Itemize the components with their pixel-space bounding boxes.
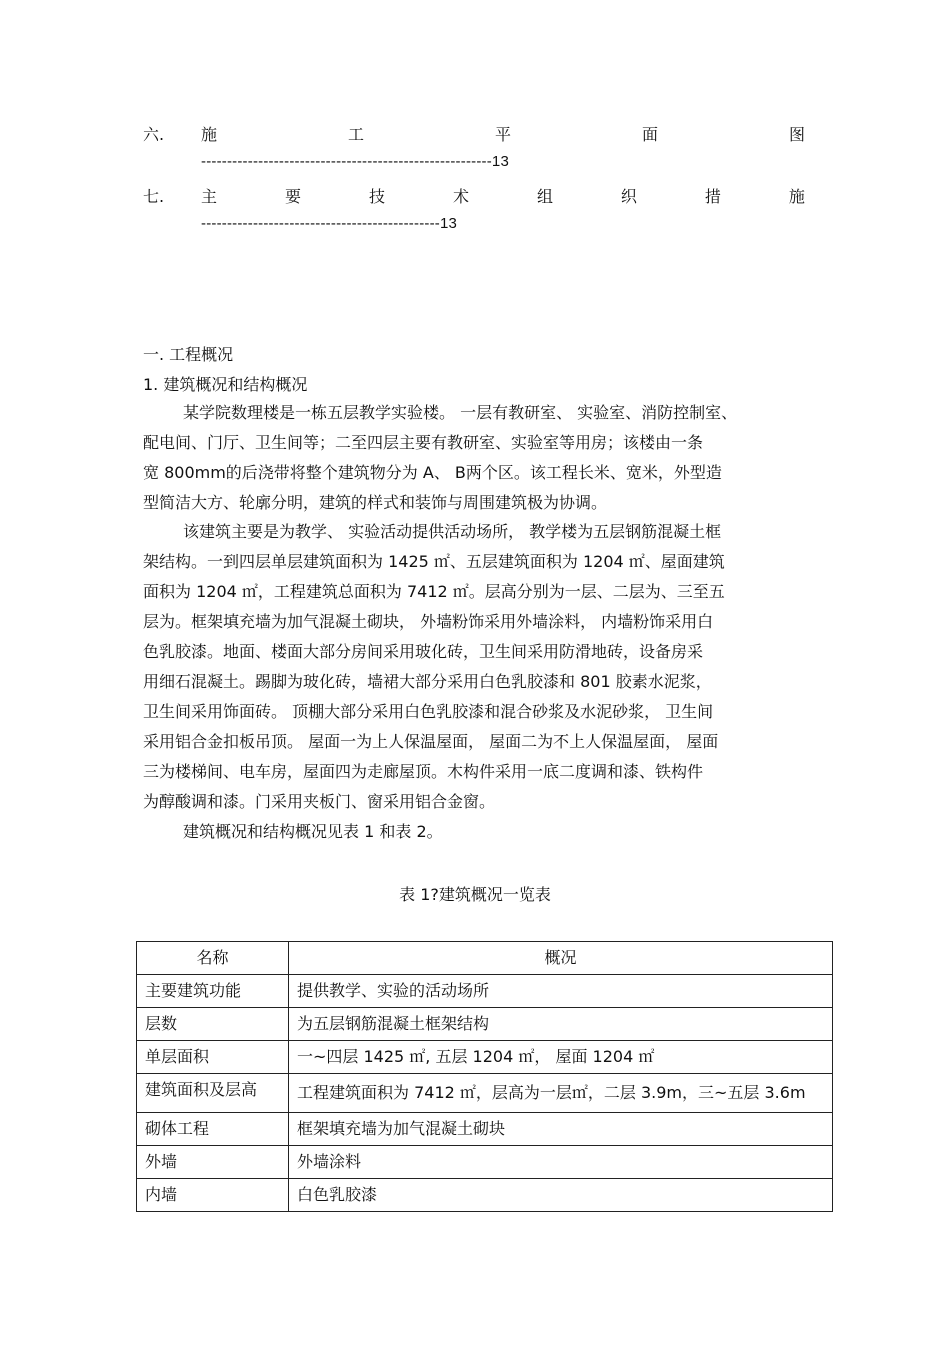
- text-line: 型简洁大方、轮廓分明，建筑的样式和装饰与周围建筑极为协调。: [143, 493, 608, 512]
- header-cell-overview: 概况: [289, 942, 833, 975]
- table-cell-name: 主要建筑功能: [137, 975, 289, 1008]
- toc-title-char: 技: [368, 187, 385, 206]
- text-line: 宽 800mm的后浇带将整个建筑物分为 A、 B两个区。该工程长米、宽米，外型造: [143, 463, 722, 482]
- table-row: [137, 975, 833, 1008]
- text-line: 层为。框架填充墙为加气混凝土砌块， 外墙粉饰采用外墙涂料， 内墙粉饰采用白: [143, 612, 714, 631]
- table-cell-name: 内墙: [137, 1179, 289, 1212]
- text-line: 卫生间采用饰面砖。 顶棚大部分采用白色乳胶漆和混合砂浆及水泥砂浆， 卫生间: [143, 702, 714, 721]
- text-line: 建筑概况和结构概况见表 1 和表 2。: [183, 822, 443, 841]
- toc-title-char: 施: [788, 187, 805, 206]
- toc-title-char: 施: [201, 125, 218, 144]
- table-cell-value: 提供教学、实验的活动场所: [289, 975, 833, 1008]
- toc-title-char: 术: [452, 187, 469, 206]
- table-row: [137, 1074, 833, 1113]
- table-cell-value: 外墙涂料: [289, 1146, 833, 1179]
- toc-entry-number: 六.: [143, 125, 165, 144]
- text-line: 配电间、门厅、卫生间等；二至四层主要有教研室、实验室等用房；该楼由一条: [143, 433, 704, 452]
- table-cell-name: 砌体工程: [137, 1113, 289, 1146]
- table-cell-value: 一~四层 1425 ㎡, 五层 1204 ㎡， 屋面 1204 ㎡: [289, 1041, 833, 1074]
- toc-title-char: 图: [788, 125, 805, 144]
- toc-entry-title: [201, 122, 805, 145]
- toc-title-char: 要: [284, 187, 301, 206]
- text-line: 面积为 1204 ㎡，工程建筑总面积为 7412 ㎡。层高分别为一层、二层为、三至五: [143, 582, 725, 601]
- toc-title-char: 面: [641, 125, 658, 144]
- text-line: 该建筑主要是为教学、 实验活动提供活动场所， 教学楼为五层钢筋混凝土框: [183, 522, 722, 541]
- toc-title-char: 主: [201, 187, 218, 206]
- table-cell-name: 层数: [137, 1008, 289, 1041]
- toc-title-char: 措: [704, 187, 721, 206]
- toc-title-char: 织: [620, 187, 637, 206]
- header-cell-name: 名称: [137, 942, 289, 975]
- paragraph-overview: [143, 398, 811, 518]
- toc-title-char: 平: [494, 125, 511, 144]
- text-line: 三为楼梯间、电车房，屋面四为走廊屋顶。木构件采用一底二度调和漆、铁构件: [143, 762, 704, 781]
- table-cell-value: 工程建筑面积为 7412 ㎡，层高为一层㎡，二层 3.9m，三~五层 3.6m: [289, 1074, 833, 1113]
- table-row: [137, 1008, 833, 1041]
- table-cell-value: 白色乳胶漆: [289, 1179, 833, 1212]
- text-line: 某学院数理楼是一栋五层教学实验楼。 一层有教研室、 实验室、消防控制室、: [183, 403, 738, 422]
- table-caption: 表 1?建筑概况一览表: [399, 885, 551, 904]
- table-row: [137, 1041, 833, 1074]
- table-row: [137, 1146, 833, 1179]
- paragraph-structure: [143, 517, 811, 817]
- table-header-row: [137, 942, 833, 975]
- text-line: 架结构。一到四层单层建筑面积为 1425 ㎡、五层建筑面积为 1204 ㎡、屋面建筑: [143, 552, 725, 571]
- text-line: 色乳胶漆。地面、楼面大部分房间采用玻化砖，卫生间采用防滑地砖，设备房采: [143, 642, 704, 661]
- subsection-title: 1. 建筑概况和结构概况: [143, 375, 308, 394]
- table-row: [137, 1113, 833, 1146]
- building-overview-table: [136, 941, 833, 1212]
- toc-leader-7: ----------------------------------------------13: [201, 215, 458, 232]
- toc-entry-7: [143, 184, 805, 208]
- table-cell-value: 框架填充墙为加气混凝土砌块: [289, 1113, 833, 1146]
- text-line: 用细石混凝土。踢脚为玻化砖，墙裙大部分采用白色乳胶漆和 801 胶素水泥浆，: [143, 672, 712, 691]
- toc-entry-6: [143, 122, 805, 146]
- table-cell-name: 单层面积: [137, 1041, 289, 1074]
- toc-leader-6: --------------------------------------------------------13: [201, 153, 510, 170]
- section-title: 一. 工程概况: [143, 345, 234, 364]
- table-cell-name: 建筑面积及层高: [137, 1074, 289, 1113]
- toc-entry-title: [201, 184, 805, 207]
- table-cell-name: 外墙: [137, 1146, 289, 1179]
- toc-title-char: 工: [347, 125, 364, 144]
- paragraph-reference: [143, 817, 811, 847]
- toc-entry-number: 七.: [143, 187, 165, 206]
- text-line: 采用铝合金扣板吊顶。 屋面一为上人保温屋面， 屋面二为不上人保温屋面， 屋面: [143, 732, 719, 751]
- text-line: 为醇酸调和漆。门采用夹板门、窗采用铝合金窗。: [143, 792, 496, 811]
- table-row: [137, 1179, 833, 1212]
- toc-title-char: 组: [536, 187, 553, 206]
- table-cell-value: 为五层钢筋混凝土框架结构: [289, 1008, 833, 1041]
